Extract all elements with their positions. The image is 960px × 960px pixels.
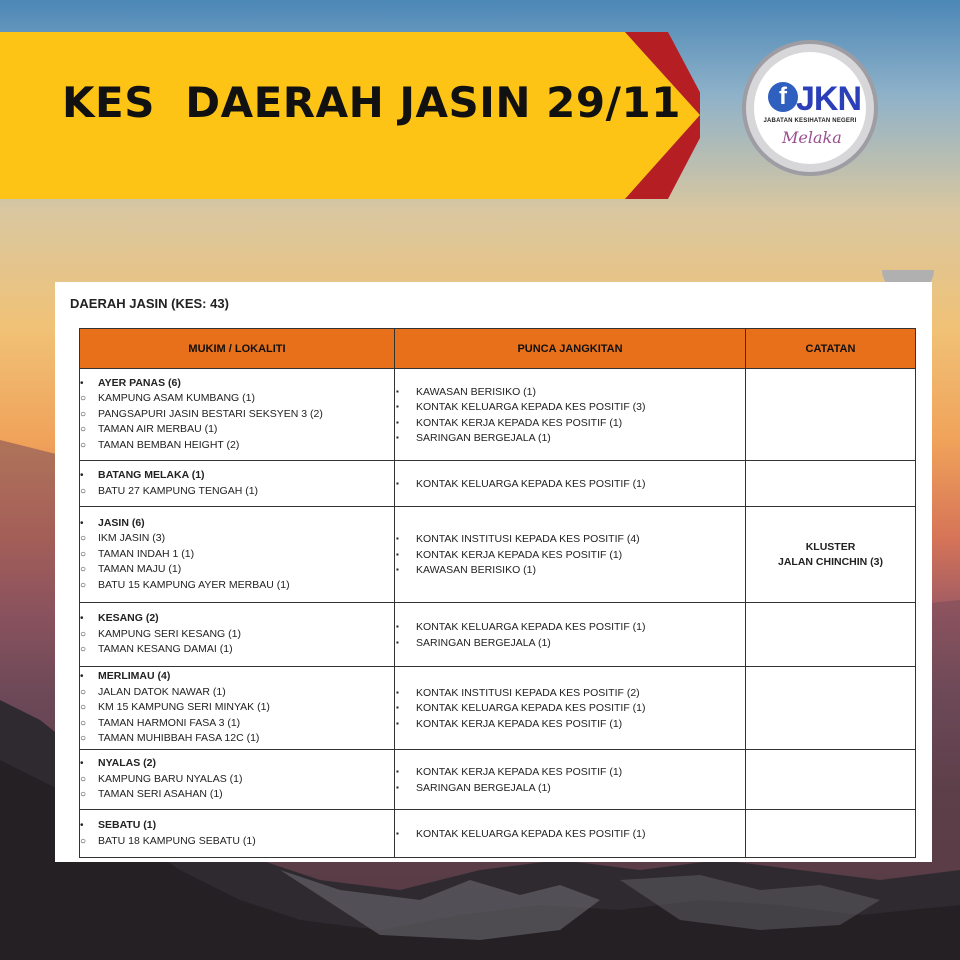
punca-label: KAWASAN BERISIKO (1) [416, 564, 536, 577]
lokaliti-label: TAMAN INDAH 1 (1) [98, 547, 195, 560]
punca-cell [395, 810, 746, 858]
punca-cell [395, 750, 746, 810]
bullet-icon: • [80, 517, 84, 529]
punca-item [395, 619, 745, 635]
circle-bullet-icon: ○ [80, 408, 87, 420]
circle-bullet-icon: ○ [80, 773, 87, 785]
punca-label: KONTAK KELUARGA KEPADA KES POSITIF (1) [416, 621, 646, 633]
square-bullet-icon: ▪ [396, 782, 399, 792]
mukim-name: MERLIMAU (4) [98, 670, 171, 683]
column-header-catatan: CATATAN [746, 329, 916, 369]
bullet-icon: • [80, 613, 84, 625]
logo-subtitle: JABATAN KESIHATAN NEGERI [763, 118, 857, 124]
punca-label: KONTAK KELUARGA KEPADA KES POSITIF (1) [416, 827, 646, 840]
punca-item [395, 826, 745, 842]
table-row [80, 461, 916, 507]
circle-bullet-icon: ○ [80, 835, 87, 847]
circle-bullet-icon: ○ [80, 564, 87, 576]
table-row [80, 369, 916, 461]
circle-bullet-icon: ○ [80, 548, 87, 560]
lokaliti-item [80, 407, 394, 423]
mukim-name: AYER PANAS (6) [98, 376, 181, 389]
punca-label: KONTAK INSTITUSI KEPADA KES POSITIF (2) [416, 686, 640, 699]
circle-bullet-icon: ○ [80, 733, 87, 745]
square-bullet-icon: ▪ [396, 622, 399, 631]
lokaliti-item [80, 627, 394, 643]
lokaliti-label: KAMPUNG BARU NYALAS (1) [98, 772, 243, 785]
punca-label: SARINGAN BERGEJALA (1) [416, 636, 551, 649]
lokaliti-label: BATU 15 KAMPUNG AYER MERBAU (1) [98, 578, 290, 591]
punca-item [395, 415, 745, 431]
column-header-mukim: MUKIM / LOKALITI [80, 329, 395, 369]
jkn-logo[interactable] [742, 40, 878, 176]
square-bullet-icon: ▪ [396, 386, 399, 396]
punca-label: KAWASAN BERISIKO (1) [416, 385, 536, 398]
punca-label: SARINGAN BERGEJALA (1) [416, 432, 551, 444]
lokaliti-item [80, 391, 394, 407]
lokaliti-label: IKM JASIN (3) [98, 532, 166, 545]
lokaliti-item [80, 834, 394, 850]
table-row [80, 810, 916, 858]
bullet-icon: • [80, 470, 84, 481]
catatan-note: JALAN CHINCHIN (3) [778, 555, 883, 568]
mukim-name: JASIN (6) [98, 516, 145, 529]
mukim-cell [80, 810, 395, 858]
lokaliti-label: BATU 27 KAMPUNG TENGAH (1) [98, 484, 259, 497]
lokaliti-label: KAMPUNG SERI KESANG (1) [98, 627, 241, 640]
circle-bullet-icon: ○ [80, 628, 87, 640]
punca-item [395, 780, 745, 796]
catatan-cell [746, 461, 916, 507]
punca-item [395, 430, 745, 446]
circle-bullet-icon: ○ [80, 424, 87, 436]
mukim-entry [80, 611, 394, 627]
square-bullet-icon: ▪ [396, 402, 399, 411]
mukim-cell [80, 507, 395, 603]
case-table [79, 328, 916, 858]
square-bullet-icon: ▪ [396, 433, 399, 442]
lokaliti-label: KM 15 KAMPUNG SERI MINYAK (1) [98, 701, 270, 714]
square-bullet-icon: ▪ [396, 417, 399, 427]
square-bullet-icon: ▪ [396, 718, 399, 728]
square-bullet-icon: ▪ [396, 687, 399, 697]
mukim-name: BATANG MELAKA (1) [98, 469, 205, 481]
mukim-name: NYALAS (2) [98, 757, 156, 770]
punca-label: SARINGAN BERGEJALA (1) [416, 781, 551, 794]
catatan-cell [746, 810, 916, 858]
circle-bullet-icon: ○ [80, 485, 87, 497]
square-bullet-icon: ▪ [396, 828, 399, 838]
lokaliti-item [80, 547, 394, 563]
circle-bullet-icon: ○ [80, 439, 87, 451]
punca-cell [395, 667, 746, 750]
catatan-cell [746, 603, 916, 667]
mukim-name: SEBATU (1) [98, 819, 157, 831]
square-bullet-icon: ▪ [396, 767, 399, 776]
punca-item [395, 562, 745, 578]
document-sheet [55, 282, 932, 862]
lokaliti-item [80, 700, 394, 716]
punca-label: KONTAK KELUARGA KEPADA KES POSITIF (3) [416, 401, 646, 413]
square-bullet-icon: ▪ [396, 565, 399, 575]
lokaliti-label: JALAN DATOK NAWAR (1) [98, 685, 226, 698]
punca-item [395, 685, 745, 701]
circle-bullet-icon: ○ [80, 393, 87, 405]
lokaliti-label: TAMAN MAJU (1) [98, 563, 182, 576]
mukim-cell [80, 461, 395, 507]
mukim-cell [80, 369, 395, 461]
mukim-cell [80, 750, 395, 810]
lokaliti-label: PANGSAPURI JASIN BESTARI SEKSYEN 3 (2) [98, 407, 323, 420]
lokaliti-label: TAMAN HARMONI FASA 3 (1) [98, 716, 241, 729]
mukim-cell [80, 667, 395, 750]
punca-label: KONTAK KERJA KEPADA KES POSITIF (1) [416, 717, 623, 730]
document-heading: DAERAH JASIN (KES: 43) [70, 296, 229, 311]
lokaliti-item [80, 787, 394, 803]
mukim-entry [80, 756, 394, 772]
catatan-cell [746, 750, 916, 810]
lokaliti-item [80, 716, 394, 732]
logo-script: Melaka [782, 128, 842, 147]
square-bullet-icon: ▪ [396, 478, 399, 488]
circle-bullet-icon: ○ [80, 702, 87, 714]
punca-item [395, 384, 745, 400]
column-header-punca: PUNCA JANGKITAN [395, 329, 746, 369]
lokaliti-item [80, 484, 394, 500]
punca-label: KONTAK KERJA KEPADA KES POSITIF (1) [416, 766, 623, 778]
punca-label: KONTAK KELUARGA KEPADA KES POSITIF (1) [416, 702, 646, 715]
mukim-entry [80, 818, 394, 834]
catatan-cell [746, 667, 916, 750]
circle-bullet-icon: ○ [80, 644, 87, 656]
punca-cell [395, 369, 746, 461]
lokaliti-item [80, 685, 394, 701]
table-row [80, 507, 916, 603]
lokaliti-label: TAMAN MUHIBBAH FASA 12C (1) [98, 732, 260, 745]
punca-label: KONTAK KELUARGA KEPADA KES POSITIF (1) [416, 477, 646, 490]
lokaliti-item [80, 438, 394, 454]
lokaliti-item [80, 422, 394, 438]
lokaliti-label: TAMAN BEMBAN HEIGHT (2) [98, 438, 240, 451]
catatan-cell [746, 507, 916, 603]
square-bullet-icon: ▪ [396, 637, 399, 647]
mukim-entry [80, 468, 394, 484]
punca-item [395, 399, 745, 415]
punca-cell [395, 507, 746, 603]
lokaliti-item [80, 578, 394, 594]
square-bullet-icon: ▪ [396, 549, 399, 559]
punca-item [395, 531, 745, 547]
page-title: KES DAERAH JASIN 29/11 [62, 78, 681, 127]
bullet-icon: • [80, 671, 84, 683]
punca-label: KONTAK KERJA KEPADA KES POSITIF (1) [416, 548, 623, 561]
punca-label: KONTAK INSTITUSI KEPADA KES POSITIF (4) [416, 533, 640, 546]
punca-item [395, 547, 745, 563]
punca-item [395, 700, 745, 716]
bullet-icon: • [80, 377, 84, 389]
lokaliti-label: BATU 18 KAMPUNG SEBATU (1) [98, 834, 256, 847]
lokaliti-item [80, 562, 394, 578]
circle-bullet-icon: ○ [80, 533, 87, 545]
circle-bullet-icon: ○ [80, 579, 87, 591]
punca-cell [395, 603, 746, 667]
punca-item [395, 764, 745, 780]
punca-item [395, 716, 745, 732]
lokaliti-label: TAMAN SERI ASAHAN (1) [98, 788, 223, 801]
catatan-note: KLUSTER [805, 540, 856, 553]
lokaliti-label: TAMAN AIR MERBAU (1) [98, 423, 218, 436]
table-row [80, 603, 916, 667]
circle-bullet-icon: ○ [80, 686, 87, 698]
logo-face [754, 52, 866, 164]
circle-bullet-icon: ○ [80, 717, 87, 729]
circle-bullet-icon: ○ [80, 789, 87, 801]
table-row [80, 667, 916, 750]
punca-item [395, 476, 745, 492]
bullet-icon: • [80, 758, 84, 770]
mukim-entry [80, 516, 394, 532]
punca-item [395, 635, 745, 651]
square-bullet-icon: ▪ [396, 534, 399, 544]
lokaliti-item [80, 531, 394, 547]
logo-mark: JKN [796, 80, 862, 118]
table-row [80, 750, 916, 810]
punca-label: KONTAK KERJA KEPADA KES POSITIF (1) [416, 416, 623, 429]
square-bullet-icon: ▪ [396, 703, 399, 713]
mukim-entry [80, 669, 394, 685]
facebook-f-icon: f [768, 82, 798, 112]
lokaliti-item [80, 731, 394, 747]
mukim-name: KESANG (2) [98, 612, 159, 625]
bullet-icon: • [80, 820, 84, 831]
lokaliti-item [80, 772, 394, 788]
mukim-entry [80, 376, 394, 392]
catatan-cell [746, 369, 916, 461]
table-header-row [80, 329, 916, 369]
punca-cell [395, 461, 746, 507]
lokaliti-label: KAMPUNG ASAM KUMBANG (1) [98, 392, 255, 405]
lokaliti-label: TAMAN KESANG DAMAI (1) [98, 643, 233, 656]
mukim-cell [80, 603, 395, 667]
lokaliti-item [80, 642, 394, 658]
